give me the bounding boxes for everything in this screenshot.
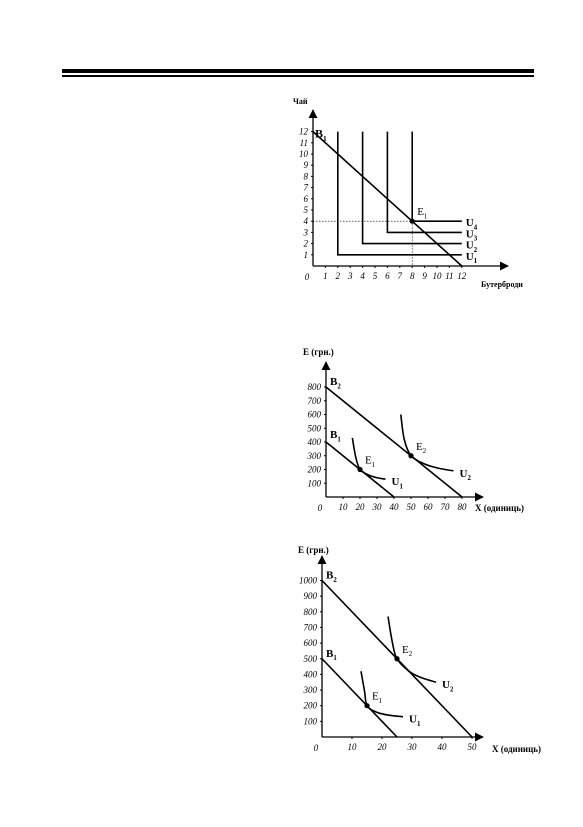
indifference-curve-label: $U_1$ xyxy=(391,476,403,491)
chart-income-goods-1 xyxy=(303,347,524,513)
equilibrium-label: $E_1$ xyxy=(365,454,376,469)
origin-label: 0 xyxy=(304,272,310,282)
y-tick-label: 5 xyxy=(303,205,308,215)
equilibrium-point xyxy=(364,703,369,708)
x-tick-label: 60 xyxy=(423,502,433,512)
y-tick-label: 700 xyxy=(307,395,321,406)
x-tick-label: 50 xyxy=(406,502,416,512)
x-tick-label: 3 xyxy=(347,271,353,281)
y-tick-label: 600 xyxy=(307,409,321,420)
y-tick-label: 300 xyxy=(303,685,317,696)
y-tick-label: 7 xyxy=(303,182,308,193)
y-tick-label: 100 xyxy=(307,478,321,489)
y-tick-label: 2 xyxy=(303,238,308,249)
x-tick-label: 50 xyxy=(467,742,477,752)
x-tick-label: 8 xyxy=(409,271,415,281)
indifference-curve-label: $U_2$ xyxy=(465,239,478,254)
y-tick-label: 500 xyxy=(307,423,321,434)
indifference-curve-label: $U_1$ xyxy=(409,713,421,728)
x-tick-label: 12 xyxy=(457,271,467,281)
indifference-curve-u2 xyxy=(401,415,454,471)
y-tick-label: 300 xyxy=(307,450,321,461)
indifference-curve-label: $U_4$ xyxy=(465,217,478,232)
x-tick-label: 10 xyxy=(338,502,348,512)
x-tick-label: 9 xyxy=(422,271,427,281)
y-tick-label: 1 xyxy=(303,249,308,260)
x-tick-label: 2 xyxy=(335,271,341,281)
x-tick-label: 30 xyxy=(407,742,417,752)
x-tick-label: 6 xyxy=(385,271,390,281)
indifference-curve-u2 xyxy=(388,616,436,682)
y-tick-label: 900 xyxy=(303,591,317,602)
y-tick-label: 400 xyxy=(307,437,321,447)
x-tick-label: 1 xyxy=(323,271,328,281)
indifference-curve-label: $U_2$ xyxy=(442,679,454,694)
x-tick-label: 70 xyxy=(440,502,450,512)
budget-line-b1 xyxy=(322,659,397,737)
x-tick-label: 20 xyxy=(377,742,387,752)
x-tick-label: 40 xyxy=(437,742,447,752)
y-tick-label: 500 xyxy=(303,653,317,664)
x-axis-label: Бутерброди xyxy=(481,280,523,289)
budget-line-label: $B_2$ xyxy=(330,376,341,391)
indifference-curve-label: $U_1$ xyxy=(465,250,478,266)
y-tick-label: 700 xyxy=(303,622,317,633)
chart-income-goods-2 xyxy=(298,545,541,754)
equilibrium-point xyxy=(408,453,413,458)
indifference-curve-label: $U_3$ xyxy=(465,228,478,243)
chart-sandwich-tea xyxy=(293,97,523,289)
x-axis-label: X (одиниць) xyxy=(475,503,525,513)
y-tick-label: 12 xyxy=(299,126,308,137)
equilibrium-label: $E_1$ xyxy=(372,690,383,705)
y-tick-label: 600 xyxy=(303,638,317,649)
indifference-curve-u1 xyxy=(338,132,462,255)
x-tick-label: 80 xyxy=(457,502,467,512)
y-tick-label: 200 xyxy=(303,700,317,711)
x-tick-label: 10 xyxy=(347,742,357,752)
y-tick-label: 9 xyxy=(303,160,308,171)
budget-line-label: $B_2$ xyxy=(326,569,337,584)
x-tick-label: 4 xyxy=(360,271,365,281)
y-tick-label: 10 xyxy=(299,149,308,159)
x-tick-label: 10 xyxy=(432,271,442,281)
budget-line-label: $B_1$ xyxy=(326,647,337,663)
equilibrium-point xyxy=(410,219,415,224)
origin-label: 0 xyxy=(317,503,323,513)
y-axis-label: E (грн.) xyxy=(298,545,329,555)
indifference-curve-label: $U_2$ xyxy=(459,467,471,483)
x-tick-label: 7 xyxy=(397,271,403,281)
origin-label: 0 xyxy=(313,743,319,753)
equilibrium-label: $E_1$ xyxy=(417,206,428,221)
x-tick-label: 20 xyxy=(355,502,365,512)
budget-line-label: $B_1$ xyxy=(330,429,341,444)
y-tick-label: 200 xyxy=(307,464,321,475)
indifference-curve-u1 xyxy=(361,671,403,716)
y-tick-label: 8 xyxy=(303,171,308,182)
y-tick-label: 400 xyxy=(303,669,317,680)
y-tick-label: 6 xyxy=(303,193,308,204)
y-tick-label: 4 xyxy=(303,216,308,227)
equilibrium-label: $E_2$ xyxy=(402,643,413,659)
equilibrium-point xyxy=(394,656,399,661)
x-tick-label: 40 xyxy=(389,502,399,512)
y-tick-label: 800 xyxy=(307,382,321,392)
x-tick-label: 5 xyxy=(372,271,378,281)
y-tick-label: 11 xyxy=(299,137,308,148)
y-tick-label: 100 xyxy=(303,716,317,727)
y-axis-label: E (грн.) xyxy=(303,347,334,357)
x-axis-label: X (одиниць) xyxy=(492,744,542,754)
x-tick-label: 11 xyxy=(445,271,454,281)
y-tick-label: 3 xyxy=(303,227,308,238)
equilibrium-label: $E_2$ xyxy=(416,440,427,456)
y-tick-label: 1000 xyxy=(299,575,317,586)
x-tick-label: 30 xyxy=(372,502,382,512)
y-tick-label: 800 xyxy=(303,606,317,617)
equilibrium-point xyxy=(357,467,362,472)
y-axis-label: Чай xyxy=(293,97,308,106)
budget-line-label: $B_1$ xyxy=(315,126,327,144)
